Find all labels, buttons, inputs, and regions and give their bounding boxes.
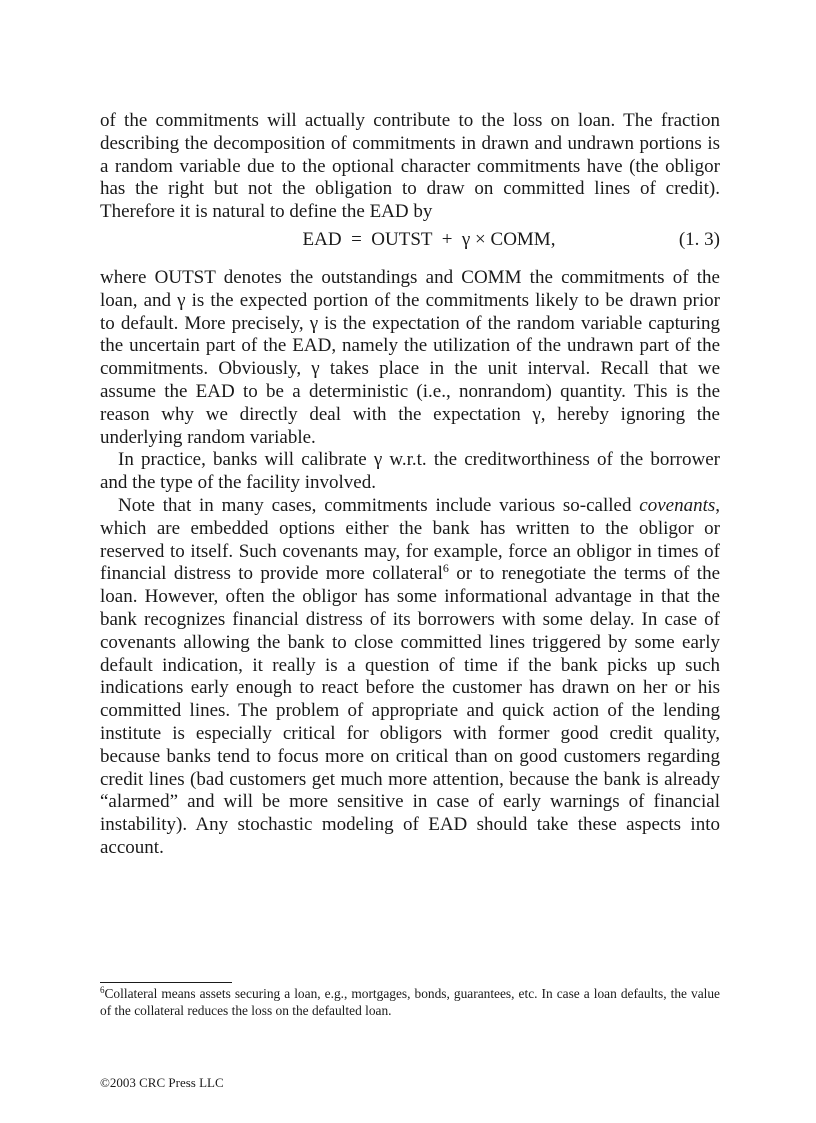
paragraph-3: In practice, banks will calibrate γ w.r.t. the creditworthiness of the borrower and the type of the facility involved.: [100, 449, 720, 494]
copyright-notice: ©2003 CRC Press LLC: [100, 1075, 224, 1090]
equation-1-3: [100, 229, 720, 253]
paragraph-4-end: or to renegotiate the terms of the loan. However, often the obligor has some informational advantage in that the bank recognizes financial distress of its borrowers with some delay. In case of covenants allowing the bank to close committed lines triggered by some early default indication, it really is a question of time if the bank picks up such indications early enough to react before the customer has drawn on her or his committed lines. The problem of appropriate and quick action of the lending institute is especially critical for obligors with former good credit quality, because banks tend to focus more on critical than on good customers regarding credit lines (bad customers get much more attention, because the bank is already “alarmed” and will be more sensitive in case of early warnings of financial instability). Any stochastic modeling of EAD should take these aspects into account.: [100, 563, 720, 858]
footnote-rule: [100, 982, 232, 983]
covenants-term: covenants: [639, 494, 716, 516]
footnote-reference: 6: [442, 561, 449, 576]
footnote-text: Collateral means assets securing a loan, e.g., mortgages, bonds, guarantees, etc. In case a loan defaults, the value of the collateral reduces the loss on the defaulted loan.: [100, 986, 720, 1018]
body-text: [100, 110, 720, 860]
paragraph-4-start: Note that in many cases, commitments include various so-called: [118, 494, 632, 516]
paragraph-1: of the commitments will actually contribute to the loss on loan. The fraction describing the decomposition of commitments in drawn and undrawn portions is a random variable due to the optional character commitments have (the obligor has the right but not the obligation to draw on committed lines of credit). Therefore it is natural to define the EAD by: [100, 110, 720, 223]
paragraph-4-middle: , which are embedded options either the bank has written to the obligor or reserved to itself. Such covenants may, for example, force an obligor in times of financial distress to provide more collateral: [100, 494, 720, 585]
paragraph-2: where OUTST denotes the outstandings and COMM the commitments of the loan, and γ is the expected portion of the commitments likely to be drawn prior to default. More precisely, γ is the expectation of the random variable capturing the uncertain part of the EAD, namely the utilization of the undrawn part of the commitments. Obviously, γ takes place in the unit interval. Recall that we assume the EAD to be a deterministic (i.e., nonrandom) quantity. This is the reason why we directly deal with the expectation γ, hereby ignoring the underlying random variable.: [100, 266, 720, 448]
footnote-mark: 6: [100, 985, 105, 995]
equation-body: EAD = OUTST + γ × COMM,: [302, 228, 556, 250]
paragraph-4: [100, 495, 720, 860]
equation-number: (1. 3): [678, 228, 720, 250]
footnote: [100, 985, 720, 1019]
